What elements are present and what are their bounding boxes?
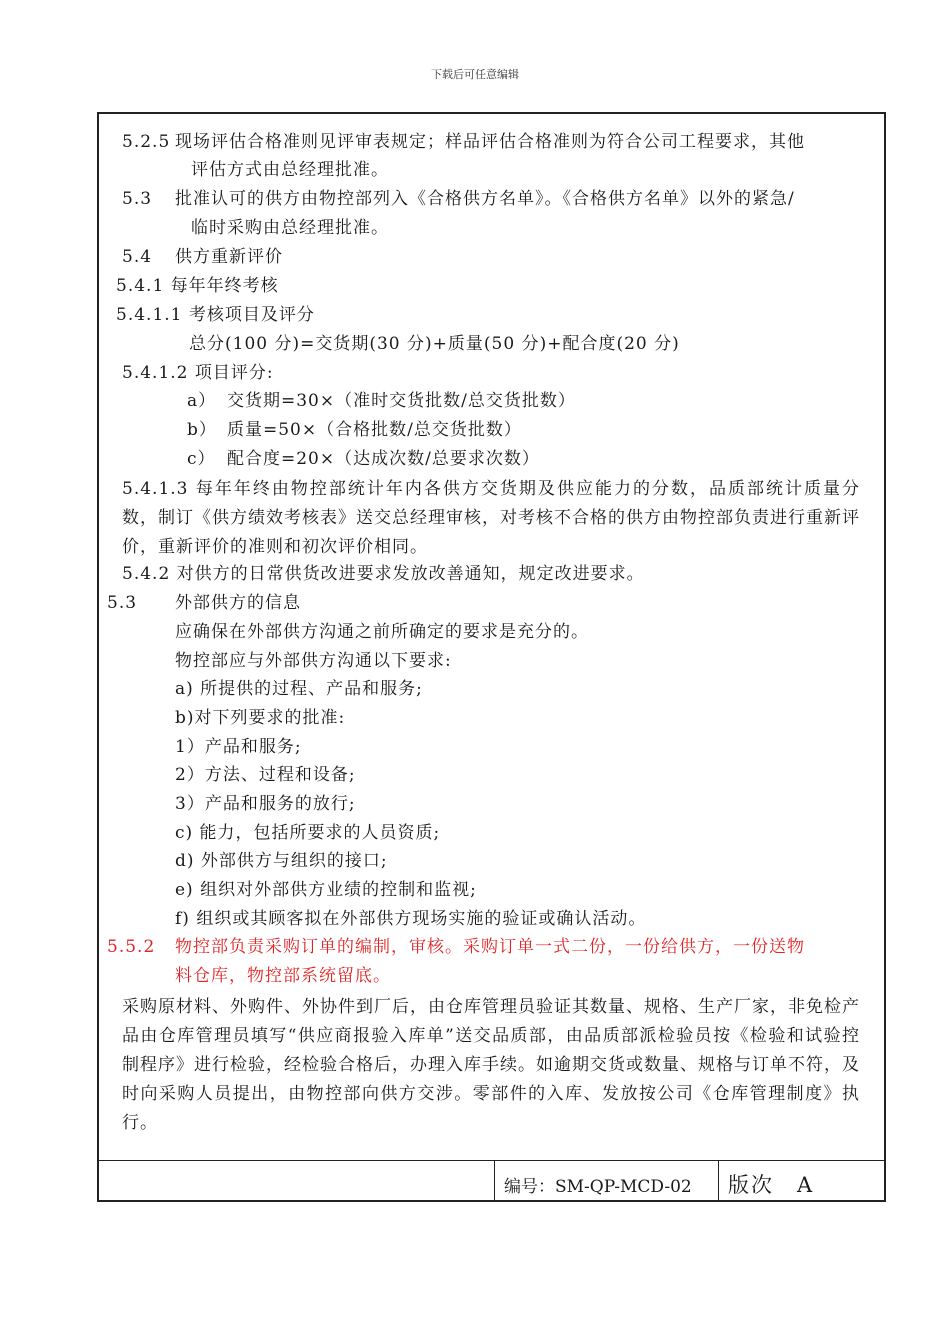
score-item-c-label: c） bbox=[187, 449, 216, 469]
score-item-b-label: b） bbox=[187, 420, 217, 440]
section-5-3-text-cont: 临时采购由总经理批准。 bbox=[191, 218, 389, 238]
info-item-b3: 3）产品和服务的放行; bbox=[175, 794, 356, 814]
info-item-a: a) 所提供的过程、产品和服务; bbox=[175, 679, 423, 699]
info-item-d: d) 外部供方与组织的接口; bbox=[175, 851, 388, 871]
section-5-3-info-title: 外部供方的信息 bbox=[175, 593, 301, 613]
section-5-4-1-2: 5.4.1.2 项目评分: bbox=[122, 363, 274, 383]
section-5-3-text: 批准认可的供方由物控部列入《合格供方名单》。《合格供方名单》以外的紧急/ bbox=[175, 189, 795, 209]
section-5-2-5-text-cont: 评估方式由总经理批准。 bbox=[191, 160, 389, 180]
section-5-4-number: 5.4 bbox=[122, 247, 153, 267]
info-item-b1: 1）产品和服务; bbox=[175, 737, 302, 757]
section-5-2-5-text: 现场评估合格准则见评审表规定；样品评估合格准则为符合公司工程要求，其他 bbox=[175, 132, 805, 152]
section-5-5-2-number: 5.5.2 bbox=[107, 937, 156, 957]
receiving-procedure-paragraph: 采购原材料、外购件、外协件到厂后，由仓库管理员验证其数量、规格、生产厂家，非免检产品由仓库管理员填写“供应商报验入库单”送交品质部，由品质部派检验员按《检验和试验控制程序》进行检验，经检验合格后，办理入库手续。如逾期交货或数量、规格与订单不符，及时向采购人员提出，由物控部向供方交涉。零部件的入库、发放按公司《仓库管理制度》执行。 bbox=[122, 997, 860, 1133]
score-formula: 总分(100 分)=交货期(30 分)+质量(50 分)+配合度(20 分) bbox=[189, 334, 680, 354]
section-5-4-1-1: 5.4.1.1 考核项目及评分 bbox=[116, 305, 315, 325]
document-code: 编号：SM-QP-MCD-02 bbox=[504, 1177, 692, 1197]
section-5-4-2: 5.4.2 对供方的日常供货改进要求发放改善通知，规定改进要求。 bbox=[122, 564, 645, 584]
section-5-4-1: 5.4.1 每年年终考核 bbox=[116, 276, 279, 296]
info-line-2: 物控部应与外部供方沟通以下要求: bbox=[175, 651, 452, 671]
footer-divider bbox=[718, 1160, 719, 1202]
info-item-c: c) 能力，包括所要求的人员资质; bbox=[175, 823, 441, 843]
score-item-a-label: a） bbox=[187, 391, 217, 411]
info-item-e: e) 组织对外部供方业绩的控制和监视; bbox=[175, 880, 477, 900]
section-5-2-5-number: 5.2.5 bbox=[122, 132, 171, 152]
section-5-3-number: 5.3 bbox=[122, 189, 153, 209]
info-line-1: 应确保在外部供方沟通之前所确定的要求是充分的。 bbox=[175, 622, 589, 642]
info-item-b2: 2）方法、过程和设备; bbox=[175, 765, 356, 785]
section-5-5-2-text: 物控部负责采购订单的编制，审核。采购订单一式二份，一份给供方，一份送物 bbox=[175, 937, 805, 957]
score-item-b-text: 质量=50×（合格批数/总交货批数） bbox=[227, 420, 522, 440]
info-item-b: b)对下列要求的批准: bbox=[175, 708, 346, 728]
section-5-4-title: 供方重新评价 bbox=[175, 247, 283, 267]
score-item-c-text: 配合度=20×（达成次数/总要求次数） bbox=[227, 449, 540, 469]
header-note: 下载后可任意编辑 bbox=[431, 68, 519, 81]
footer-divider bbox=[494, 1160, 495, 1202]
document-edition: 版次 A bbox=[728, 1173, 815, 1197]
score-item-a-text: 交货期=30×（准时交货批数/总交货批数） bbox=[227, 391, 576, 411]
info-item-f: f) 组织或其顾客拟在外部供方现场实施的验证或确认活动。 bbox=[175, 909, 647, 929]
section-5-3-info-number: 5.3 bbox=[107, 593, 138, 613]
section-5-5-2-text-cont: 料仓库，物控部系统留底。 bbox=[175, 966, 391, 986]
section-5-4-1-3-paragraph: 5.4.1.3 每年年终由物控部统计年内各供方交货期及供应能力的分数，品质部统计质量分数，制订《供方绩效考核表》送交总经理审核，对考核不合格的供方由物控部负责进行重新评价，重新评价的准则和初次评价相同。 bbox=[122, 479, 860, 557]
